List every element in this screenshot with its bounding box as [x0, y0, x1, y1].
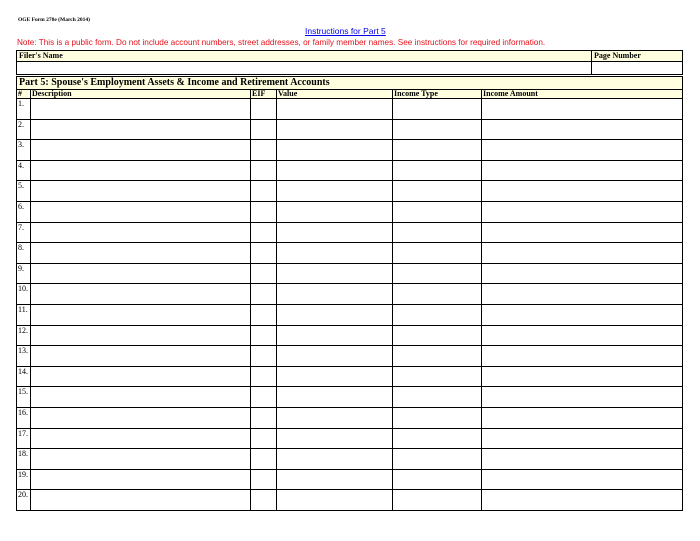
income-amount-field[interactable] — [482, 119, 683, 140]
income-type-field[interactable] — [393, 366, 482, 387]
description-field[interactable] — [31, 490, 251, 511]
public-form-note: Note: This is a public form. Do not include account numbers, street addresses, or family member names. See instructions for required information. — [17, 38, 546, 47]
row-number: 2. — [17, 119, 31, 140]
income-type-field[interactable] — [393, 284, 482, 305]
description-field[interactable] — [31, 140, 251, 161]
table-row — [17, 346, 683, 367]
description-field[interactable] — [31, 284, 251, 305]
description-field[interactable] — [31, 99, 251, 120]
row-number: 19. — [17, 469, 31, 490]
col-header-eif: EIF — [251, 90, 277, 99]
income-amount-field[interactable] — [482, 160, 683, 181]
table-row — [17, 449, 683, 470]
table-row — [17, 284, 683, 305]
description-field[interactable] — [31, 222, 251, 243]
description-field[interactable] — [31, 201, 251, 222]
value-field[interactable] — [277, 428, 393, 449]
eif-field[interactable] — [251, 449, 277, 470]
income-amount-field[interactable] — [482, 346, 683, 367]
eif-field[interactable] — [251, 222, 277, 243]
income-type-field[interactable] — [393, 222, 482, 243]
table-row — [17, 222, 683, 243]
form-id: OGE Form 278e (March 2014) — [18, 17, 90, 23]
row-number: 16. — [17, 407, 31, 428]
description-field[interactable] — [31, 366, 251, 387]
part-title: Part 5: Spouse's Employment Assets & Income and Retirement Accounts — [17, 77, 683, 90]
eif-field[interactable] — [251, 160, 277, 181]
income-amount-field[interactable] — [482, 222, 683, 243]
table-row — [17, 428, 683, 449]
table-row — [17, 181, 683, 202]
row-number: 13. — [17, 346, 31, 367]
eif-field[interactable] — [251, 119, 277, 140]
description-field[interactable] — [31, 160, 251, 181]
description-field[interactable] — [31, 263, 251, 284]
instructions-link[interactable]: Instructions for Part 5 — [305, 26, 386, 36]
filer-name-label: Filer's Name — [17, 51, 592, 62]
eif-field[interactable] — [251, 325, 277, 346]
income-type-field[interactable] — [393, 428, 482, 449]
income-type-field[interactable] — [393, 304, 482, 325]
row-number: 10. — [17, 284, 31, 305]
description-field[interactable] — [31, 449, 251, 470]
eif-field[interactable] — [251, 243, 277, 264]
eif-field[interactable] — [251, 99, 277, 120]
eif-field[interactable] — [251, 284, 277, 305]
row-number: 5. — [17, 181, 31, 202]
eif-field[interactable] — [251, 387, 277, 408]
row-number: 15. — [17, 387, 31, 408]
table-row — [17, 263, 683, 284]
eif-field[interactable] — [251, 346, 277, 367]
income-amount-field[interactable] — [482, 490, 683, 511]
income-type-field[interactable] — [393, 490, 482, 511]
row-number: 7. — [17, 222, 31, 243]
row-number: 12. — [17, 325, 31, 346]
table-row — [17, 201, 683, 222]
value-field[interactable] — [277, 119, 393, 140]
col-header-value: Value — [277, 90, 393, 99]
income-amount-field[interactable] — [482, 449, 683, 470]
table-row — [17, 490, 683, 511]
eif-field[interactable] — [251, 181, 277, 202]
column-header-row — [17, 90, 683, 99]
page-number-field[interactable] — [592, 62, 683, 75]
income-type-field[interactable] — [393, 201, 482, 222]
description-field[interactable] — [31, 346, 251, 367]
income-type-field[interactable] — [393, 140, 482, 161]
description-field[interactable] — [31, 119, 251, 140]
table-row — [17, 469, 683, 490]
income-amount-field[interactable] — [482, 99, 683, 120]
col-header-number: # — [17, 90, 31, 99]
table-row — [17, 407, 683, 428]
income-type-field[interactable] — [393, 181, 482, 202]
income-type-field[interactable] — [393, 99, 482, 120]
eif-field[interactable] — [251, 366, 277, 387]
income-amount-field[interactable] — [482, 469, 683, 490]
row-number: 9. — [17, 263, 31, 284]
income-amount-field[interactable] — [482, 263, 683, 284]
income-amount-field[interactable] — [482, 201, 683, 222]
income-amount-field[interactable] — [482, 366, 683, 387]
row-number: 6. — [17, 201, 31, 222]
row-number: 17. — [17, 428, 31, 449]
eif-field[interactable] — [251, 304, 277, 325]
value-field[interactable] — [277, 346, 393, 367]
col-header-description: Description — [31, 90, 251, 99]
description-field[interactable] — [31, 304, 251, 325]
table-row — [17, 243, 683, 264]
income-type-field[interactable] — [393, 469, 482, 490]
income-amount-field[interactable] — [482, 304, 683, 325]
value-field[interactable] — [277, 201, 393, 222]
description-field[interactable] — [31, 407, 251, 428]
table-row — [17, 304, 683, 325]
income-amount-field[interactable] — [482, 325, 683, 346]
eif-field[interactable] — [251, 490, 277, 511]
row-number: 1. — [17, 99, 31, 120]
value-field[interactable] — [277, 387, 393, 408]
page-number-label: Page Number — [592, 51, 683, 62]
value-field[interactable] — [277, 160, 393, 181]
eif-field[interactable] — [251, 263, 277, 284]
filer-header-table — [16, 50, 683, 75]
income-type-field[interactable] — [393, 387, 482, 408]
eif-field[interactable] — [251, 407, 277, 428]
table-row — [17, 387, 683, 408]
income-amount-field[interactable] — [482, 140, 683, 161]
income-amount-field[interactable] — [482, 181, 683, 202]
table-row — [17, 325, 683, 346]
description-field[interactable] — [31, 181, 251, 202]
value-field[interactable] — [277, 407, 393, 428]
col-header-income-type: Income Type — [393, 90, 482, 99]
row-number: 3. — [17, 140, 31, 161]
value-field[interactable] — [277, 366, 393, 387]
table-row — [17, 99, 683, 120]
income-type-field[interactable] — [393, 243, 482, 264]
income-type-field[interactable] — [393, 119, 482, 140]
income-type-field[interactable] — [393, 160, 482, 181]
eif-field[interactable] — [251, 140, 277, 161]
value-field[interactable] — [277, 243, 393, 264]
income-amount-field[interactable] — [482, 387, 683, 408]
value-field[interactable] — [277, 140, 393, 161]
row-number: 18. — [17, 449, 31, 470]
description-field[interactable] — [31, 469, 251, 490]
eif-field[interactable] — [251, 428, 277, 449]
value-field[interactable] — [277, 263, 393, 284]
income-type-field[interactable] — [393, 263, 482, 284]
part5-table — [16, 76, 683, 511]
income-type-field[interactable] — [393, 325, 482, 346]
description-field[interactable] — [31, 325, 251, 346]
income-type-field[interactable] — [393, 449, 482, 470]
row-number: 8. — [17, 243, 31, 264]
description-field[interactable] — [31, 243, 251, 264]
row-number: 14. — [17, 366, 31, 387]
description-field[interactable] — [31, 387, 251, 408]
income-amount-field[interactable] — [482, 284, 683, 305]
col-header-income-amount: Income Amount — [482, 90, 683, 99]
value-field[interactable] — [277, 325, 393, 346]
value-field[interactable] — [277, 222, 393, 243]
income-type-field[interactable] — [393, 346, 482, 367]
value-field[interactable] — [277, 181, 393, 202]
income-amount-field[interactable] — [482, 243, 683, 264]
value-field[interactable] — [277, 284, 393, 305]
row-number: 11. — [17, 304, 31, 325]
value-field[interactable] — [277, 469, 393, 490]
row-number: 20. — [17, 490, 31, 511]
table-row — [17, 140, 683, 161]
filer-name-field[interactable] — [17, 62, 592, 75]
income-amount-field[interactable] — [482, 407, 683, 428]
value-field[interactable] — [277, 99, 393, 120]
income-type-field[interactable] — [393, 407, 482, 428]
value-field[interactable] — [277, 449, 393, 470]
eif-field[interactable] — [251, 469, 277, 490]
table-row — [17, 119, 683, 140]
table-row — [17, 366, 683, 387]
income-amount-field[interactable] — [482, 428, 683, 449]
value-field[interactable] — [277, 490, 393, 511]
value-field[interactable] — [277, 304, 393, 325]
eif-field[interactable] — [251, 201, 277, 222]
row-number: 4. — [17, 160, 31, 181]
description-field[interactable] — [31, 428, 251, 449]
table-row — [17, 160, 683, 181]
